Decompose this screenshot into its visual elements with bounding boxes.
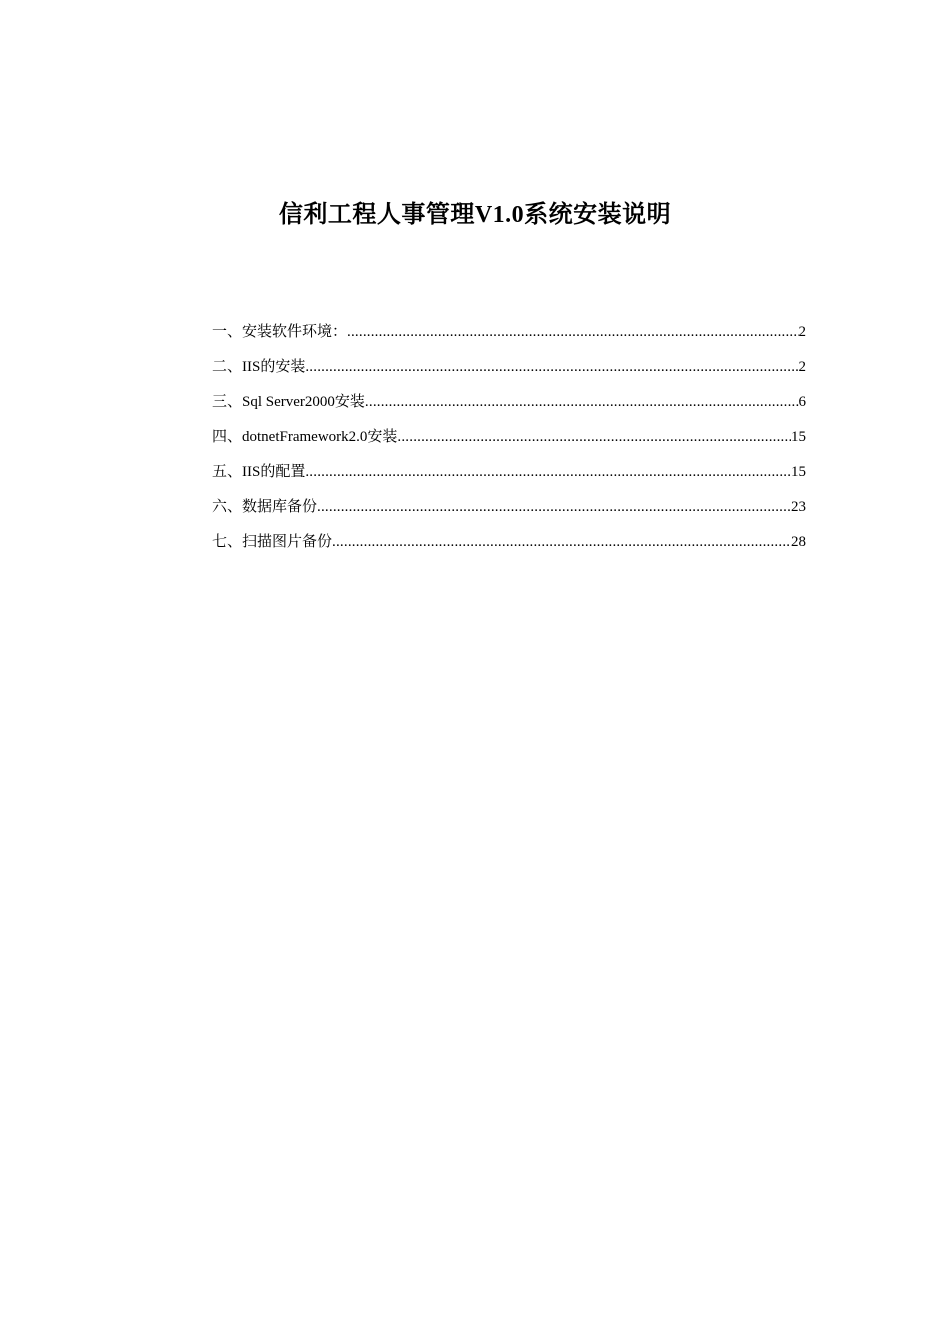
toc-entry-page: 15	[791, 464, 806, 480]
toc-entry-7[interactable]	[212, 530, 806, 565]
toc-entry-page: 2	[798, 359, 806, 375]
table-of-contents	[212, 320, 806, 565]
toc-dot-leader	[317, 495, 791, 519]
toc-entry-4[interactable]	[212, 425, 806, 460]
toc-entry-label: 六、数据库备份	[212, 499, 318, 515]
toc-dot-leader	[397, 425, 791, 449]
toc-entry-1[interactable]	[212, 320, 806, 355]
toc-entry-page: 23	[791, 499, 806, 515]
toc-dot-leader	[347, 320, 798, 344]
toc-entry-label: 四、dotnetFramework2.0安装	[212, 429, 398, 445]
toc-entry-label: 五、IIS的配置	[212, 464, 306, 480]
toc-entry-label: 二、IIS的安装	[212, 359, 306, 375]
toc-dot-leader	[332, 530, 791, 554]
toc-entry-page: 2	[798, 324, 806, 340]
toc-entry-2[interactable]	[212, 355, 806, 390]
toc-dot-leader	[365, 390, 799, 414]
toc-entry-page: 6	[798, 394, 806, 410]
toc-entry-3[interactable]	[212, 390, 806, 425]
document-title: 信利工程人事管理V1.0系统安装说明	[278, 202, 672, 228]
toc-dot-leader	[305, 355, 798, 379]
toc-entry-label: 三、Sql Server2000安装	[212, 394, 365, 410]
toc-entry-page: 15	[791, 429, 806, 445]
toc-dot-leader	[305, 460, 791, 484]
toc-entry-page: 28	[791, 534, 806, 550]
toc-entry-5[interactable]	[212, 460, 806, 495]
toc-entry-label: 一、安装软件环境：	[212, 324, 348, 340]
toc-entry-6[interactable]	[212, 495, 806, 530]
toc-entry-label: 七、扫描图片备份	[212, 534, 333, 550]
